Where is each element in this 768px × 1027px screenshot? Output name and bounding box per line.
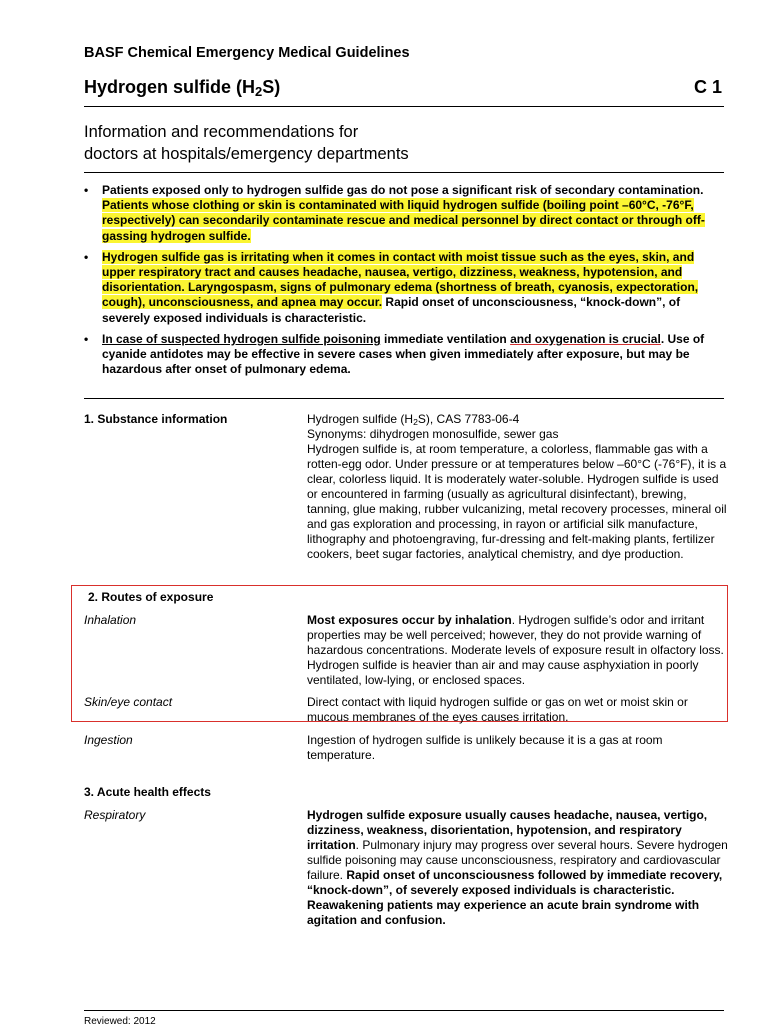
route-text-ingestion: Ingestion of hydrogen sulfide is unlikely because it is a gas at room temperature. [307,733,663,762]
header-divider [84,106,724,107]
route-text-inhalation: Most exposures occur by inhalation. Hydrogen sulfide’s odor and irritant properties may be well perceived; however, they do not provide warning of hazardous concentrations. Moderate levels of exposure result in olfactory loss. Hydrogen sulfide is heavier than air and may cause asphyxiation in poorly ventilated, low-lying, or enclosed spaces. [307,613,724,687]
intro-heading: Information and recommendations for doctors at hospitals/emergency departments [84,123,409,163]
route-label-inhalation: Inhalation [84,613,137,627]
highlighted-text: Patients whose clothing or skin is contaminated with liquid hydrogen sulfide (boiling point –60°C, -76°F, respectively) can secondarily contaminate rescue and medical personnel by direct contact or through off-gassing hydrogen sulfide. [102,198,705,243]
effect-label-respiratory: Respiratory [84,808,146,822]
section-heading-routes: 2. Routes of exposure [88,590,214,604]
route-label-skin: Skin/eye contact [84,695,173,709]
organization-title: BASF Chemical Emergency Medical Guidelines [84,45,410,61]
route-text-skin: Direct contact with liquid hydrogen sulfide or gas on wet or moist skin or mucous membranes of the eyes causes irritation. [307,695,688,724]
list-item: • In case of suspected hydrogen sulfide poisoning immediate ventilation and oxygenation is crucial. Use of cyanide antidotes may be effective in severe cases when given immediately after exposure, but may be hazardous after onset of pulmonary edema. [84,331,705,377]
list-item: • Patients exposed only to hydrogen sulfide gas do not pose a significant risk of secondary contamination. Patients whose clothing or skin is contaminated with liquid hydrogen sulfide (boiling point –60°C, -76°F, respectively) can secondarily contaminate rescue and medical personnel by direct contact or through off-gassing hydrogen sulfide. [84,183,705,243]
page-title: Hydrogen sulfide $(H_2S)$ [84,77,281,100]
red-underlined-text: and oxygenation is crucial [510,331,661,346]
effect-text-respiratory: Hydrogen sulfide exposure usually causes headache, nausea, vertigo, dizziness, weakness, disorientation, hypotension, and respiratory irritation. Pulmonary injury may progress over several hours. Severe hydrogen sulfide poisoning may cause unconsciousness, respiratory and cardiovascular failure. Rapid onset of unconsciousness followed by immediate recovery, “knock-down”, of severely exposed individuals is characteristic. Reawakening patients may experience an acute brain syndrome with agitation and confusion. [307,808,728,927]
reviewed-date: Reviewed: 2012 [84,1016,156,1027]
section-heading-effects: 3. Acute health effects [84,785,211,799]
underlined-text: In case of suspected hydrogen sulfide poisoning [102,331,381,346]
intro-divider [84,172,724,173]
substance-info: Hydrogen sulfide $(H_2S)$, CAS 7783-06-4 Synonyms: dihydrogen monosulfide, sewer gas Hydrogen sulfide is, at room temperature, a colorless, flammable gas with a rotten-egg odor. Under pressure or at temperatures below –60°C (-76°F), it is a clear, colorless liquid. It is moderately water-soluble. Hydrogen sulfide is used or encountered in farming (usually as agricultural disinfectant), brewing, tanning, glue making, rubber vulcanizing, metal recovery processes, mineral oil and gas exploration and processing, in rayon or artificial silk manufacture, lithography and photoengraving, fur-dressing and felt-making plants, fertilizer cookers, beet sugar factories, analytical chemistry, and dye production. [307,412,727,561]
footer-divider [84,1010,724,1011]
list-item: • Hydrogen sulfide gas is irritating when it comes in contact with moist tissue such as the eyes, skin, and upper respiratory tract and causes headache, nausea, vertigo, dizziness, weakness, hypotension, and disorientation. Laryngospasm, signs of pulmonary edema (shortness of breath, cyanosis, expectoration, cough), unconsciousness, and apnea may occur. Rapid onset of unconsciousness, “knock-down”, of severely exposed individuals is characteristic. [84,249,699,325]
route-label-ingestion: Ingestion [84,733,133,747]
section-divider [84,398,724,399]
key-points-list [84,183,729,383]
section-heading-substance: 1. Substance information [84,412,228,426]
document-code: C 1 [693,77,722,97]
highlighted-text: Hydrogen sulfide gas is irritating when it comes in contact with moist tissue such as the eyes, skin, and upper respiratory tract and causes headache, nausea, vertigo, dizziness, weakness, hypotension, and disorientation. Laryngospasm, signs of pulmonary edema (shortness of breath, cyanosis, expectoration, cough), unconsciousness, and apnea may occur. [102,249,699,310]
